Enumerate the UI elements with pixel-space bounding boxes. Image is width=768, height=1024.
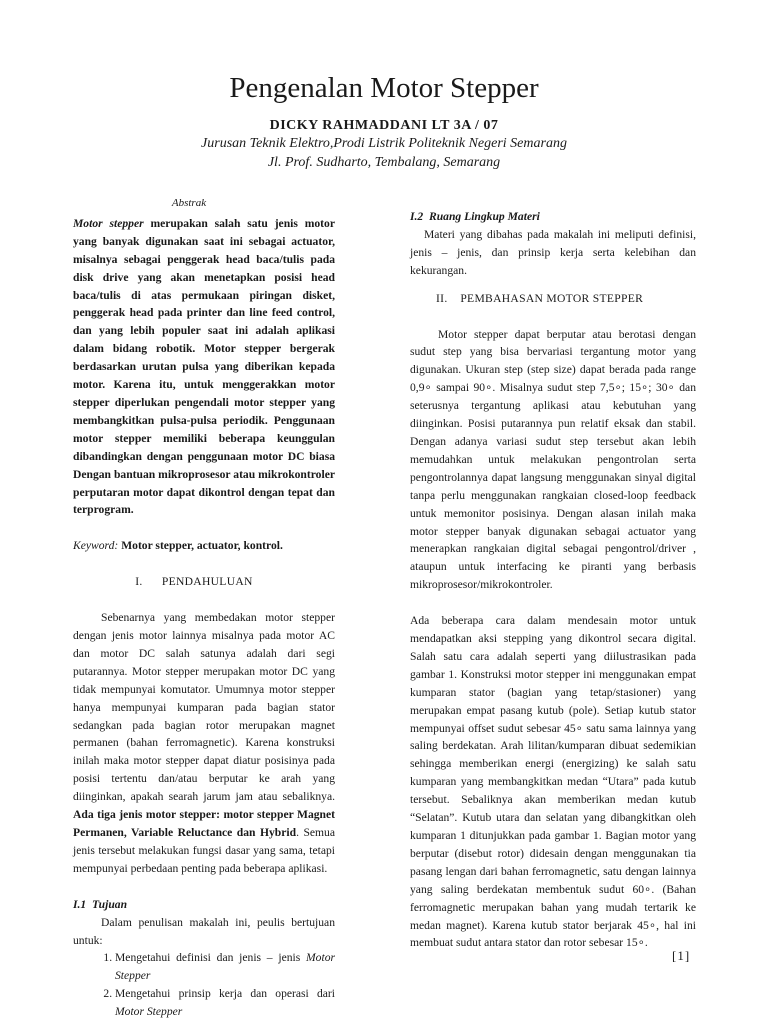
affiliation-department: Jurusan Teknik Elektro,Prodi Listrik Politeknik Negeri Semarang — [201, 136, 567, 151]
keyword-label: Keyword: — [73, 539, 119, 553]
subsection-1-2-heading: I.2 Ruang Lingkup Materi — [410, 210, 540, 223]
abstract-lead: Motor stepper — [73, 216, 144, 230]
section-2-paragraph-2: Ada beberapa cara dalam mendesain motor untuk mendapatkan aksi stepping yang dikontrol secara digital. Salah satu cara adalah seperti yang diilustrasikan pada gambar 1. Konstruksi motor stepper ini menggunakan empat kumparan stator (bagian yang tetap/stasioner) yang merupakan empat pasang kutub (pole). Setiap kutub stator mempunyai offset sudut sebesar 45∘ satu sama lainnya yang saling berdekatan. Arah lilitan/kumparan dibuat sedemikian sehingga memberikan energi (energizing) ke salah satu kumparan yang membangkitkan medan “Utara” pada kutub tersebut. Sebaliknya akan memberikan medan kutub “Selatan”. Kutub utara dan selatan yang dibangkitkan oleh kumparan 1 ditunjukkan pada gambar 1. Bagian motor yang berputar (disebut rotor) didesain dengan menggunakan tia pasang lengan dari bahan ferromagnetic, satu dengan lainnya yang saling berdekatan membentuk sudut 60∘. (Bahan ferromagnetic merupakan bahan yang mudah tertarik ke medan magnet). Karena kutub stator berjarak 45∘, hal ini membuat sudut antara stator dan rotor sebesar 15∘. — [410, 614, 696, 950]
paper-title: Pengenalan Motor Stepper — [229, 72, 539, 104]
affiliation-address: Jl. Prof. Sudharto, Tembalang, Semarang — [267, 155, 501, 170]
section-2-heading: II. PEMBAHASAN MOTOR STEPPER — [436, 291, 644, 305]
left-column — [73, 195, 335, 1021]
subsection-1-1-intro: Dalam penulisan makalah ini, peulis bertujuan untuk: — [73, 915, 335, 947]
subsection-1-2-text: Materi yang dibahas pada makalah ini meliputi definisi, jenis – jenis, dan prinsip kerja serta kelebihan dan kekurangan. — [410, 227, 696, 277]
right-column — [410, 208, 696, 952]
section-1-paragraph — [73, 609, 335, 878]
objectives-list — [73, 949, 335, 1021]
subsection-1-1-heading: I.1 Tujuan — [73, 897, 128, 911]
section-1-text: Sebenarnya yang membedakan motor stepper dengan jenis motor lainnya misalnya pada motor AC dan motor DC salah satunya adalah dari segi putarannya. Motor stepper merupakan motor DC yang tidak mempunyai komutator. Umumnya motor stepper hanya mempunyai kumparan pada bagian stator sedangkan pada bagian rotor merupakan magnet permanen (bahan ferromagnetic). Karena konstruksi inilah maka motor stepper dapat diatur posisinya pada posisi tertentu dan/atau berputar ke arah yang diinginkan, apakah searah jarum jam atau sebaliknya. — [73, 611, 335, 804]
list-item: 1. Mengetahui definisi dan jenis – jenis Motor Stepper — [115, 949, 335, 985]
section-1-heading: I. PENDAHULUAN — [135, 575, 253, 589]
page-number: [1] — [672, 948, 691, 963]
keyword-line — [73, 537, 335, 555]
author-line: DICKY RAHMADDANI LT 3A / 07 — [269, 118, 499, 133]
keyword-value: Motor stepper, actuator, kontrol. — [121, 539, 283, 553]
abstract-text — [73, 215, 335, 519]
abstract-body: merupakan salah satu jenis motor yang banyak digunakan saat ini sebagai actuator, misalnya sebagai penggerak head baca/tulis pada disk drive yang akan menetapkan posisi head baca/tulis di atas permukaan piringan disket, penggerak head pada printer dan line feed control, dan yang lebih populer saat ini adalah aplikasi dalam bidang robotik. Motor stepper bergerak berdasarkan urutan pulsa yang diberikan kepada motor. Karena itu, untuk menggerakkan motor stepper diperlukan pengendali motor stepper yang membangkitkan pulsa-pulsa periodik. Penggunaan motor stepper memiliki beberapa keunggulan dibandingkan dengan penggunaan motor DC biasa Dengan bantuan mikroprosesor atau mikrokontroler perputaran motor dapat dikontrol dengan tepat dan terprogram. — [73, 216, 335, 517]
section-2-paragraph-1: Motor stepper dapat berputar atau berotasi dengan sudut step yang bisa bervariasi tergantung motor yang digunakan. Ukuran step (step size) dapat berada pada range 0,9∘ sampai 90∘. Misalnya sudut step 7,5∘; 15∘; 30∘ dan seterusnya tergantung aplikasi atau kebutuhan yang diinginkan. Posisi putarannya pun relatif eksak dan stabil. Dengan adanya variasi sudut step tersebut akan lebih memudahkan untuk melakukan pengontrolan serta pengontrolannya dapat langsung menggunakan sinyal digital tanpa perlu menggunakan rangkaian closed-loop feedback untuk memonitor posisinya. Dengan alasan inilah maka motor stepper banyak digunakan sebagai actuator yang menerapkan rangkaian digital sebagai pengontrol/driver , ataupun untuk interfacing ke piranti yang berbasis mikroprosesor/mikrokontroler. — [410, 327, 696, 592]
section-1-bold-text: Ada tiga jenis motor stepper: motor stepper Magnet Permanen, Variable Reluctance dan Hybrid — [73, 808, 335, 839]
list-item: 2. Mengetahui prinsip kerja dan operasi dari Motor Stepper — [115, 985, 335, 1021]
abstract-heading: Abstrak — [171, 197, 207, 209]
section-1-text-end: . Semua jenis tersebut melakukan fungsi dasar yang sama, tetapi mempunyai perbedaan penting pada beberapa aplikasi. — [73, 826, 335, 875]
